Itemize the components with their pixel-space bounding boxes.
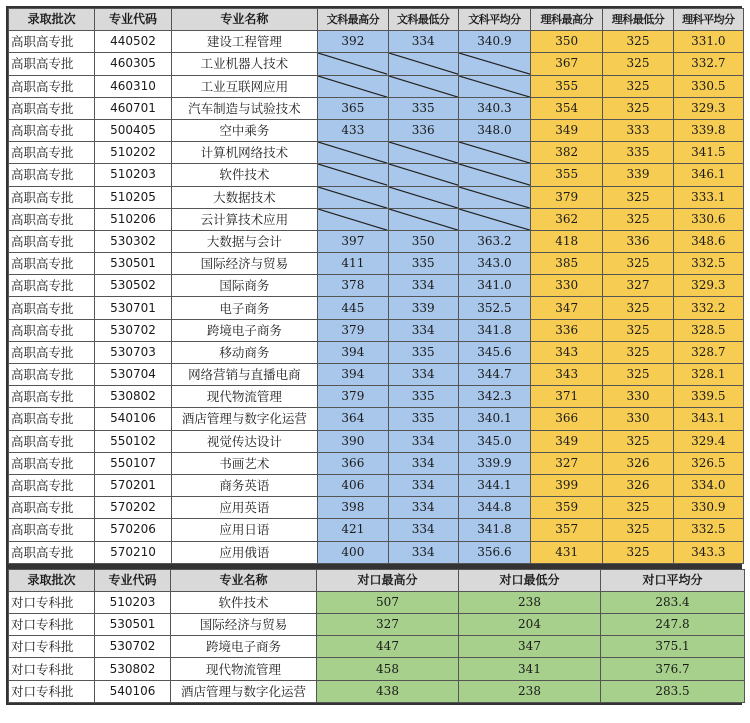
wen-min-cell: 334: [388, 319, 458, 341]
li-min-cell: 325: [603, 31, 673, 53]
duikou-avg-cell: 247.8: [601, 614, 745, 636]
li-min-cell: 325: [603, 430, 673, 452]
li-min-cell: 339: [603, 164, 673, 186]
wen-min-cell: 334: [388, 519, 458, 541]
li-max-cell: 371: [531, 386, 603, 408]
wen-avg-cell: 344.8: [458, 497, 530, 519]
wen-min-cell: 334: [388, 497, 458, 519]
li-avg-cell: 330.5: [673, 75, 743, 97]
batch-cell: 高职高专批: [9, 430, 95, 452]
batch-cell: 高职高专批: [9, 497, 95, 519]
li-avg-cell: 332.5: [673, 519, 743, 541]
major-code-cell: 530502: [95, 275, 171, 297]
batch-cell: 对口专科批: [9, 591, 95, 613]
duikou-max-cell: 458: [317, 658, 459, 680]
li-min-cell: 326: [603, 452, 673, 474]
header-code: 专业代码: [95, 9, 171, 31]
duikou-avg-cell: 375.1: [601, 636, 745, 658]
wen-max-cell: 397: [318, 230, 388, 252]
li-avg-cell: 328.7: [673, 341, 743, 363]
li-max-cell: 349: [531, 119, 603, 141]
wen-avg-cell: 341.0: [458, 275, 530, 297]
major-name-cell: 移动商务: [171, 341, 318, 363]
li-min-cell: 325: [603, 53, 673, 75]
major-name-cell: 大数据技术: [171, 186, 318, 208]
wen-avg-cell: 345.6: [458, 341, 530, 363]
major-code-cell: 570206: [95, 519, 171, 541]
main-score-table-frame: [6, 6, 742, 566]
li-avg-cell: 330.6: [673, 208, 743, 230]
major-code-cell: 530703: [95, 341, 171, 363]
batch-cell: 高职高专批: [9, 408, 95, 430]
major-name-cell: 商务英语: [171, 474, 318, 496]
major-code-cell: 510202: [95, 142, 171, 164]
wen-avg-cell: 345.0: [458, 430, 530, 452]
table-row: [9, 541, 744, 563]
table-row: [9, 386, 744, 408]
major-code-cell: 510206: [95, 208, 171, 230]
table-row: [9, 319, 744, 341]
major-name-cell: 建设工程管理: [171, 31, 318, 53]
batch-cell: 高职高专批: [9, 253, 95, 275]
main-score-table: [8, 8, 744, 564]
header-duikou-min: 对口最低分: [459, 569, 601, 591]
li-max-cell: 385: [531, 253, 603, 275]
major-code-cell: 530701: [95, 297, 171, 319]
wen-min-cell: 334: [388, 452, 458, 474]
wen-avg-cell: 339.9: [458, 452, 530, 474]
wen-min-cell: [388, 164, 458, 186]
table-row: [9, 474, 744, 496]
li-avg-cell: 332.5: [673, 253, 743, 275]
table-row: [9, 519, 744, 541]
wen-max-cell: 398: [318, 497, 388, 519]
major-name-cell: 酒店管理与数字化运营: [171, 408, 318, 430]
wen-max-cell: 433: [318, 119, 388, 141]
li-avg-cell: 343.3: [673, 541, 743, 563]
wen-max-cell: [318, 142, 388, 164]
wen-avg-cell: 341.8: [458, 319, 530, 341]
li-avg-cell: 339.5: [673, 386, 743, 408]
wen-max-cell: [318, 186, 388, 208]
major-code-cell: 550102: [95, 430, 171, 452]
major-code-cell: 530302: [95, 230, 171, 252]
li-max-cell: 379: [531, 186, 603, 208]
wen-avg-cell: [458, 53, 530, 75]
wen-max-cell: 400: [318, 541, 388, 563]
li-avg-cell: 328.1: [673, 364, 743, 386]
major-code-cell: 530704: [95, 364, 171, 386]
header-batch: 录取批次: [9, 569, 95, 591]
li-min-cell: 325: [603, 364, 673, 386]
wen-avg-cell: [458, 208, 530, 230]
batch-cell: 高职高专批: [9, 31, 95, 53]
li-max-cell: 354: [531, 97, 603, 119]
major-code-cell: 530702: [95, 636, 171, 658]
batch-cell: 高职高专批: [9, 186, 95, 208]
table-row: [9, 53, 744, 75]
wen-avg-cell: 348.0: [458, 119, 530, 141]
duikou-min-cell: 341: [459, 658, 601, 680]
major-code-cell: 550107: [95, 452, 171, 474]
table-row: [9, 97, 744, 119]
wen-avg-cell: 341.8: [458, 519, 530, 541]
batch-cell: 对口专科批: [9, 680, 95, 702]
li-max-cell: 431: [531, 541, 603, 563]
wen-min-cell: [388, 142, 458, 164]
table-row: [9, 497, 744, 519]
batch-cell: 高职高专批: [9, 341, 95, 363]
table-row: [9, 636, 745, 658]
wen-avg-cell: [458, 164, 530, 186]
duikou-max-cell: 447: [317, 636, 459, 658]
major-name-cell: 现代物流管理: [171, 658, 317, 680]
major-code-cell: 530501: [95, 253, 171, 275]
batch-cell: 高职高专批: [9, 319, 95, 341]
table-row: [9, 452, 744, 474]
li-min-cell: 325: [603, 497, 673, 519]
major-name-cell: 视觉传达设计: [171, 430, 318, 452]
li-min-cell: 326: [603, 474, 673, 496]
duikou-max-cell: 327: [317, 614, 459, 636]
batch-cell: 高职高专批: [9, 75, 95, 97]
major-code-cell: 530702: [95, 319, 171, 341]
li-min-cell: 325: [603, 186, 673, 208]
major-name-cell: 电子商务: [171, 297, 318, 319]
li-max-cell: 336: [531, 319, 603, 341]
li-max-cell: 349: [531, 430, 603, 452]
li-avg-cell: 329.3: [673, 97, 743, 119]
table-row: [9, 208, 744, 230]
li-avg-cell: 348.6: [673, 230, 743, 252]
li-max-cell: 330: [531, 275, 603, 297]
wen-min-cell: 334: [388, 474, 458, 496]
major-name-cell: 云计算技术应用: [171, 208, 318, 230]
wen-avg-cell: 363.2: [458, 230, 530, 252]
li-min-cell: 327: [603, 275, 673, 297]
wen-max-cell: 366: [318, 452, 388, 474]
wen-min-cell: [388, 208, 458, 230]
wen-min-cell: 334: [388, 275, 458, 297]
batch-cell: 高职高专批: [9, 297, 95, 319]
li-min-cell: 325: [603, 208, 673, 230]
li-max-cell: 366: [531, 408, 603, 430]
wen-max-cell: 379: [318, 319, 388, 341]
major-name-cell: 国际经济与贸易: [171, 253, 318, 275]
major-name-cell: 软件技术: [171, 591, 317, 613]
duikou-avg-cell: 283.5: [601, 680, 745, 702]
li-max-cell: 343: [531, 364, 603, 386]
major-code-cell: 440502: [95, 31, 171, 53]
major-code-cell: 510203: [95, 591, 171, 613]
major-name-cell: 工业机器人技术: [171, 53, 318, 75]
header-wen-max: 文科最高分: [318, 9, 388, 31]
table-row: [9, 186, 744, 208]
admission-score-sheet: [6, 6, 742, 705]
wen-min-cell: 335: [388, 97, 458, 119]
major-code-cell: 500405: [95, 119, 171, 141]
wen-min-cell: 335: [388, 341, 458, 363]
li-min-cell: 325: [603, 541, 673, 563]
major-name-cell: 软件技术: [171, 164, 318, 186]
batch-cell: 对口专科批: [9, 636, 95, 658]
major-code-cell: 530501: [95, 614, 171, 636]
duikou-score-table-frame: [6, 566, 742, 705]
li-avg-cell: 332.2: [673, 297, 743, 319]
li-max-cell: 362: [531, 208, 603, 230]
header-wen-min: 文科最低分: [388, 9, 458, 31]
major-code-cell: 540106: [95, 408, 171, 430]
wen-min-cell: 350: [388, 230, 458, 252]
wen-max-cell: 406: [318, 474, 388, 496]
wen-max-cell: 445: [318, 297, 388, 319]
header-li-max: 理科最高分: [531, 9, 603, 31]
table-row: [9, 253, 744, 275]
li-max-cell: 355: [531, 164, 603, 186]
major-code-cell: 570202: [95, 497, 171, 519]
batch-cell: 高职高专批: [9, 119, 95, 141]
wen-min-cell: 334: [388, 541, 458, 563]
li-min-cell: 330: [603, 408, 673, 430]
duikou-min-cell: 238: [459, 680, 601, 702]
wen-avg-cell: 344.7: [458, 364, 530, 386]
li-avg-cell: 333.1: [673, 186, 743, 208]
major-name-cell: 工业互联网应用: [171, 75, 318, 97]
major-name-cell: 国际商务: [171, 275, 318, 297]
li-avg-cell: 329.3: [673, 275, 743, 297]
major-code-cell: 570210: [95, 541, 171, 563]
wen-max-cell: 378: [318, 275, 388, 297]
wen-avg-cell: 356.6: [458, 541, 530, 563]
wen-avg-cell: 344.1: [458, 474, 530, 496]
header-wen-avg: 文科平均分: [458, 9, 530, 31]
table-row: [9, 614, 745, 636]
li-avg-cell: 334.0: [673, 474, 743, 496]
major-name-cell: 跨境电子商务: [171, 636, 317, 658]
wen-max-cell: 365: [318, 97, 388, 119]
wen-avg-cell: 340.3: [458, 97, 530, 119]
wen-max-cell: 411: [318, 253, 388, 275]
li-max-cell: 355: [531, 75, 603, 97]
table-row: [9, 75, 744, 97]
major-name-cell: 空中乘务: [171, 119, 318, 141]
wen-max-cell: 390: [318, 430, 388, 452]
major-code-cell: 510203: [95, 164, 171, 186]
wen-max-cell: 421: [318, 519, 388, 541]
li-min-cell: 333: [603, 119, 673, 141]
batch-cell: 高职高专批: [9, 142, 95, 164]
wen-min-cell: [388, 75, 458, 97]
li-avg-cell: 329.4: [673, 430, 743, 452]
li-min-cell: 336: [603, 230, 673, 252]
batch-cell: 高职高专批: [9, 452, 95, 474]
li-avg-cell: 332.7: [673, 53, 743, 75]
wen-avg-cell: 340.9: [458, 31, 530, 53]
li-avg-cell: 339.8: [673, 119, 743, 141]
li-min-cell: 325: [603, 519, 673, 541]
major-name-cell: 汽车制造与试验技术: [171, 97, 318, 119]
major-name-cell: 应用日语: [171, 519, 318, 541]
li-max-cell: 343: [531, 341, 603, 363]
table-row: [9, 680, 745, 702]
table-row: [9, 658, 745, 680]
header-name: 专业名称: [171, 9, 318, 31]
li-avg-cell: 341.5: [673, 142, 743, 164]
table-row: [9, 31, 744, 53]
duikou-max-cell: 438: [317, 680, 459, 702]
header-li-min: 理科最低分: [603, 9, 673, 31]
li-min-cell: 325: [603, 75, 673, 97]
table-row: [9, 408, 744, 430]
li-max-cell: 399: [531, 474, 603, 496]
li-avg-cell: 326.5: [673, 452, 743, 474]
li-min-cell: 325: [603, 319, 673, 341]
li-max-cell: 418: [531, 230, 603, 252]
batch-cell: 高职高专批: [9, 541, 95, 563]
batch-cell: 高职高专批: [9, 230, 95, 252]
batch-cell: 高职高专批: [9, 386, 95, 408]
wen-max-cell: [318, 164, 388, 186]
table-row: [9, 119, 744, 141]
batch-cell: 高职高专批: [9, 164, 95, 186]
table-row: [9, 591, 745, 613]
table-row: [9, 275, 744, 297]
duikou-min-cell: 238: [459, 591, 601, 613]
li-min-cell: 325: [603, 297, 673, 319]
wen-min-cell: 335: [388, 386, 458, 408]
li-min-cell: 325: [603, 97, 673, 119]
header-name: 专业名称: [171, 569, 317, 591]
major-name-cell: 现代物流管理: [171, 386, 318, 408]
major-name-cell: 大数据与会计: [171, 230, 318, 252]
header-duikou-max: 对口最高分: [317, 569, 459, 591]
main-table-header-row: [9, 9, 744, 31]
table-row: [9, 341, 744, 363]
major-code-cell: 530802: [95, 386, 171, 408]
wen-min-cell: 334: [388, 430, 458, 452]
wen-max-cell: [318, 208, 388, 230]
batch-cell: 高职高专批: [9, 364, 95, 386]
table-row: [9, 142, 744, 164]
wen-min-cell: 335: [388, 253, 458, 275]
table-row: [9, 164, 744, 186]
batch-cell: 对口专科批: [9, 614, 95, 636]
batch-cell: 高职高专批: [9, 97, 95, 119]
major-name-cell: 网络营销与直播电商: [171, 364, 318, 386]
table-row: [9, 364, 744, 386]
li-max-cell: 347: [531, 297, 603, 319]
li-avg-cell: 346.1: [673, 164, 743, 186]
li-max-cell: 367: [531, 53, 603, 75]
major-name-cell: 计算机网络技术: [171, 142, 318, 164]
li-avg-cell: 330.9: [673, 497, 743, 519]
batch-cell: 高职高专批: [9, 53, 95, 75]
li-max-cell: 327: [531, 452, 603, 474]
wen-min-cell: 336: [388, 119, 458, 141]
major-code-cell: 460310: [95, 75, 171, 97]
table-row: [9, 297, 744, 319]
li-min-cell: 335: [603, 142, 673, 164]
major-code-cell: 530802: [95, 658, 171, 680]
li-max-cell: 357: [531, 519, 603, 541]
wen-max-cell: 394: [318, 341, 388, 363]
li-avg-cell: 331.0: [673, 31, 743, 53]
li-max-cell: 350: [531, 31, 603, 53]
li-max-cell: 382: [531, 142, 603, 164]
header-duikou-avg: 对口平均分: [601, 569, 745, 591]
wen-min-cell: 334: [388, 364, 458, 386]
major-code-cell: 460305: [95, 53, 171, 75]
batch-cell: 高职高专批: [9, 519, 95, 541]
batch-cell: 高职高专批: [9, 208, 95, 230]
li-avg-cell: 343.1: [673, 408, 743, 430]
major-name-cell: 书画艺术: [171, 452, 318, 474]
header-code: 专业代码: [95, 569, 171, 591]
duikou-min-cell: 204: [459, 614, 601, 636]
main-table-body: [9, 31, 744, 564]
header-li-avg: 理科平均分: [673, 9, 743, 31]
wen-max-cell: 392: [318, 31, 388, 53]
table-row: [9, 430, 744, 452]
major-code-cell: 540106: [95, 680, 171, 702]
wen-min-cell: 339: [388, 297, 458, 319]
batch-cell: 高职高专批: [9, 474, 95, 496]
wen-avg-cell: 340.1: [458, 408, 530, 430]
wen-max-cell: 364: [318, 408, 388, 430]
major-name-cell: 跨境电子商务: [171, 319, 318, 341]
duikou-avg-cell: 283.4: [601, 591, 745, 613]
duikou-avg-cell: 376.7: [601, 658, 745, 680]
wen-max-cell: [318, 53, 388, 75]
wen-max-cell: 394: [318, 364, 388, 386]
li-min-cell: 330: [603, 386, 673, 408]
li-min-cell: 325: [603, 253, 673, 275]
major-name-cell: 国际经济与贸易: [171, 614, 317, 636]
major-name-cell: 酒店管理与数字化运营: [171, 680, 317, 702]
batch-cell: 高职高专批: [9, 275, 95, 297]
major-code-cell: 460701: [95, 97, 171, 119]
duikou-table-body: [9, 591, 745, 702]
wen-min-cell: [388, 53, 458, 75]
li-avg-cell: 328.5: [673, 319, 743, 341]
li-max-cell: 359: [531, 497, 603, 519]
major-name-cell: 应用俄语: [171, 541, 318, 563]
li-min-cell: 325: [603, 341, 673, 363]
wen-avg-cell: [458, 75, 530, 97]
major-code-cell: 570201: [95, 474, 171, 496]
header-batch: 录取批次: [9, 9, 95, 31]
wen-min-cell: [388, 186, 458, 208]
wen-avg-cell: 342.3: [458, 386, 530, 408]
wen-max-cell: [318, 75, 388, 97]
table-row: [9, 230, 744, 252]
wen-min-cell: 334: [388, 31, 458, 53]
wen-min-cell: 335: [388, 408, 458, 430]
major-code-cell: 510205: [95, 186, 171, 208]
wen-avg-cell: 352.5: [458, 297, 530, 319]
duikou-max-cell: 507: [317, 591, 459, 613]
wen-avg-cell: 343.0: [458, 253, 530, 275]
batch-cell: 对口专科批: [9, 658, 95, 680]
major-name-cell: 应用英语: [171, 497, 318, 519]
duikou-score-table: [8, 569, 745, 703]
wen-avg-cell: [458, 142, 530, 164]
wen-max-cell: 379: [318, 386, 388, 408]
duikou-table-header-row: [9, 569, 745, 591]
wen-avg-cell: [458, 186, 530, 208]
duikou-min-cell: 347: [459, 636, 601, 658]
